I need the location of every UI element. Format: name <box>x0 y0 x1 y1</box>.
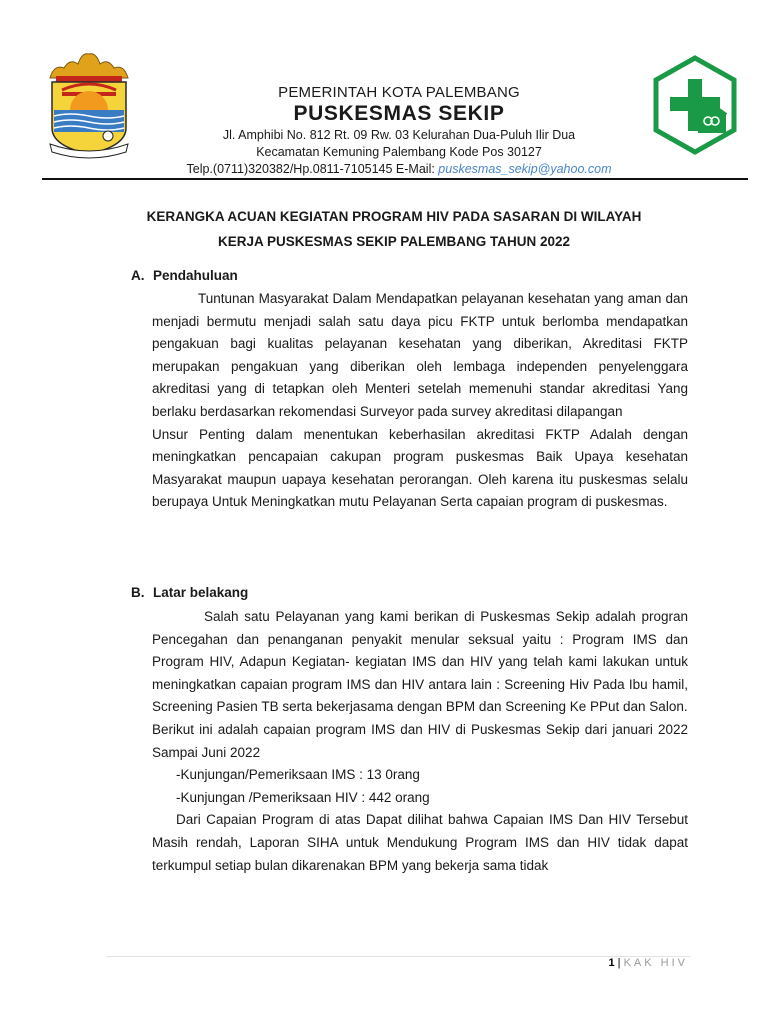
email-link[interactable]: puskesmas_sekip@yahoo.com <box>438 162 612 176</box>
document-title <box>80 204 708 254</box>
section-a-body <box>152 288 688 514</box>
address-line-1: Jl. Amphibi No. 812 Rt. 09 Rw. 03 Kelurahan Dua-Puluh Ilir Dua <box>222 128 576 142</box>
palembang-city-emblem <box>40 50 138 160</box>
section-b-list-item-ims: -Kunjungan/Pemeriksaan IMS : 13 0rang <box>176 767 420 783</box>
section-a-title: Pendahuluan <box>153 268 238 283</box>
puskesmas-logo <box>650 55 740 155</box>
section-b-list-item-hiv: -Kunjungan /Pemeriksaan HIV : 442 orang <box>176 789 430 805</box>
section-a-paragraph-2: Unsur Penting dalam menentukan keberhasilan akreditasi FKTP Adalah dengan meningkatkan pencapaian cakupan program puskesmas Baik Upaya kesehatan Masyarakat maupun uapaya kesehatan perorangan. Oleh karena itu puskesmas selalu berupaya Untuk Meningkatkan mutu Pelayanan Serta capaian program di puskesmas. <box>152 426 688 510</box>
section-b-paragraph-1: Salah satu Pelayanan yang kami berikan di Puskesmas Sekip adalah progran Pencegahan dan penanganan penyakit menular seksual yaitu : Program IMS dan Program HIV, Adapun Kegiatan- kegiatan IMS dan HIV yang telah kami lakukan untuk meningkatkan capaian program IMS dan HIV antara lain : Screening Hiv Pada Ibu hamil, Screening Pasien TB serta bekerjasama dengan BPM dan Screening Ke PPut dan Salon. <box>152 609 688 715</box>
section-b-heading <box>131 585 248 601</box>
section-b-body <box>152 606 688 877</box>
footer-label: KAK HIV <box>623 957 688 969</box>
section-b-paragraph-2: Berikut ini adalah capaian program IMS dan HIV di Puskesmas Sekip dari januari 2022 Sampai Juni 2022 <box>152 721 688 760</box>
institution-name: PUSKESMAS SEKIP <box>293 102 505 125</box>
section-b-letter: B. <box>131 585 145 600</box>
page-footer <box>430 956 688 970</box>
section-b-paragraph-3: Dari Capaian Program di atas Dapat dilihat bahwa Capaian IMS Dan HIV Tersebut Masih rendah, Laporan SIHA untuk Mendukung Program IMS dan HIV tidak dapat terkumpul setiap bulan dikarenakan BPM yang bekerja sama tidak <box>152 812 688 873</box>
letterhead-divider <box>42 178 748 180</box>
title-line-2: KERJA PUSKESMAS SEKIP PALEMBANG TAHUN 2022 <box>217 234 571 249</box>
section-a-letter: A. <box>131 268 145 283</box>
section-b-title: Latar belakang <box>153 585 249 600</box>
footer-separator: | <box>614 957 624 969</box>
title-line-1: KERANGKA ACUAN KEGIATAN PROGRAM HIV PADA SASARAN DI WILAYAH <box>146 209 642 224</box>
page-number: 1 <box>608 957 615 969</box>
section-a-heading <box>131 268 238 284</box>
contact-line <box>150 162 648 177</box>
section-a-paragraph-1: Tuntunan Masyarakat Dalam Mendapatkan pelayanan kesehatan yang aman dan menjadi bermutu menjadi salah satu daya picu FKTP untuk berlomba mendapatkan pengakuan bagi kualitas pelayanan kesehatan yang diberikan, Akreditasi FKTP merupakan pengakuan yang diberikan oleh lembaga independen penyelenggara akreditasi yang di tetapkan oleh Menteri setelah memenuhi standar akreditasi Yang berlaku berdasarkan rekomendasi Surveyor pada survey akreditasi dilapangan <box>152 291 688 419</box>
contact-phone: Telp.(0711)320382/Hp.0811-7105145 E-Mail: <box>186 162 439 176</box>
government-name: PEMERINTAH KOTA PALEMBANG <box>278 84 520 101</box>
letterhead <box>150 84 648 177</box>
address-line-2: Kecamatan Kemuning Palembang Kode Pos 30127 <box>256 145 542 159</box>
